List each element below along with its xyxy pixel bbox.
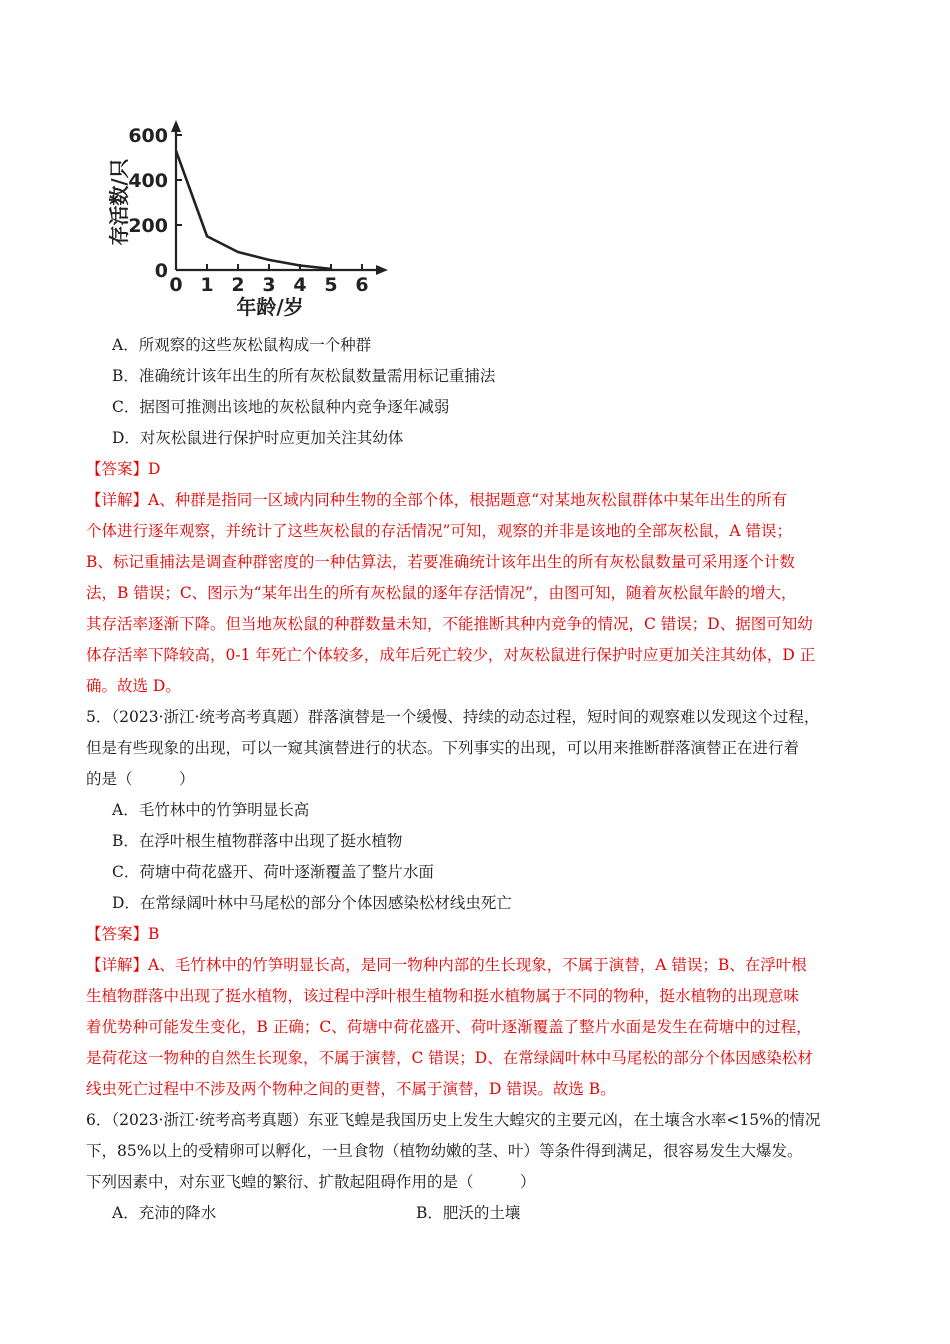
y-axis-label: 存活数/只 (107, 158, 131, 246)
q5-option-c: C．荷塘中荷花盛开、荷叶逐渐覆盖了整片水面 (112, 863, 434, 881)
q4-answer: 【答案】D (86, 460, 161, 478)
y-tick-label: 0 (154, 260, 168, 282)
q6-options-row (86, 1198, 866, 1229)
y-axis-arrow (171, 120, 181, 132)
x-tick-label: 0 (169, 274, 183, 296)
q6-option-b: B．肥沃的土壤 (416, 1204, 521, 1222)
q5-explain-line: 生植物群落中出现了挺水植物，该过程中浮叶根生植物和挺水植物属于不同的物种，挺水植物的出现意味 (86, 987, 800, 1005)
q5-option-d: D．在常绿阔叶林中马尾松的部分个体因感染松材线虫死亡 (112, 894, 512, 912)
q4-explain-line: 确。故选 D。 (86, 677, 181, 695)
data-point (237, 251, 239, 253)
x-axis-arrow (376, 265, 388, 275)
x-tick-label: 5 (324, 274, 338, 296)
q5-explain-line: 是荷花这一物种的自然生长现象，不属于演替，C 错误；D、在常绿阔叶林中马尾松的部分个体因感染松材 (86, 1049, 813, 1067)
q5-answer: 【答案】B (86, 925, 160, 943)
q4-option-c: C．据图可推测出该地的灰松鼠种内竞争逐年减弱 (112, 398, 450, 416)
y-tick-label: 600 (128, 125, 168, 147)
q6-option-a: A．充沛的降水 (112, 1204, 217, 1222)
q4-option-d: D．对灰松鼠进行保护时应更加关注其幼体 (112, 429, 404, 447)
q5-explain-line: 线虫死亡过程中不涉及两个物种之间的更替，不属于演替，D 错误。故选 B。 (86, 1080, 616, 1098)
q5-option-a: A．毛竹林中的竹笋明显长高 (112, 801, 310, 819)
x-axis-label: 年龄/岁 (236, 295, 304, 319)
question-content (86, 330, 866, 1229)
q4-explain-line: 法，B 错误；C、图示为“某年出生的所有灰松鼠的逐年存活情况”，由图可知，随着灰松鼠年龄的增大， (86, 584, 797, 602)
data-point (175, 150, 177, 152)
q5-stem-line: 5．（2023·浙江·统考高考真题）群落演替是一个缓慢、持续的动态过程，短时间的观察难以发现这个过程， (86, 708, 820, 726)
survival-chart (86, 112, 406, 322)
q6-stem-line: 下，85%以上的受精卵可以孵化，一旦食物（植物幼嫩的茎、叶）等条件得到满足，很容易发生大爆发。 (86, 1142, 803, 1160)
survival-chart-svg (86, 112, 406, 322)
q4-explain-line: 其存活率逐渐下降。但当地灰松鼠的种群数量未知，不能推断其种内竞争的情况，C 错误；D、据图可知幼 (86, 615, 813, 633)
q4-explain-line: B、标记重捕法是调查种群密度的一种估算法，若要准确统计该年出生的所有灰松鼠数量可采用逐个计数 (86, 553, 795, 571)
x-tick-label: 2 (231, 274, 245, 296)
data-point (299, 264, 301, 266)
q4-option-a: A．所观察的这些灰松鼠构成一个种群 (112, 336, 372, 354)
q5-explain-line: 【详解】A、毛竹林中的竹笋明显长高，是同一物种内部的生长现象，不属于演替，A 错误；B、在浮叶根 (86, 956, 807, 974)
q5-stem-line: 的是（ ） (86, 770, 195, 788)
x-tick-label: 4 (293, 274, 307, 296)
data-point (330, 268, 332, 270)
q4-explain-line: 【详解】A、种群是指同一区域内同种生物的全部个体，根据题意“对某地灰松鼠群体中某年出生的所有 (86, 491, 788, 509)
q5-stem-line: 但是有些现象的出现，可以一窥其演替进行的状态。下列事实的出现，可以用来推断群落演替正在进行着 (86, 739, 800, 757)
survival-line (176, 151, 331, 269)
q4-option-b: B．准确统计该年出生的所有灰松鼠数量需用标记重捕法 (112, 367, 496, 385)
x-tick-label: 3 (262, 274, 276, 296)
y-tick-label: 400 (128, 170, 168, 192)
q4-explain-line: 个体进行逐年观察，并统计了这些灰松鼠的存活情况”可知，观察的并非是该地的全部灰松鼠，A 错误； (86, 522, 793, 540)
data-point (268, 259, 270, 261)
q5-option-b: B．在浮叶根生植物群落中出现了挺水植物 (112, 832, 403, 850)
data-point (206, 235, 208, 237)
q6-stem-line: 下列因素中，对东亚飞蝗的繁衍、扩散起阻碍作用的是（ ） (86, 1173, 536, 1191)
q5-explain-line: 着优势种可能发生变化，B 正确；C、荷塘中荷花盛开、荷叶逐渐覆盖了整片水面是发生在荷塘中的过程， (86, 1018, 812, 1036)
y-tick-label: 200 (128, 215, 168, 237)
q4-explain-line: 体存活率下降较高，0-1 年死亡个体较多，成年后死亡较少，对灰松鼠进行保护时应更加关注其幼体，D 正 (86, 646, 816, 664)
x-tick-label: 6 (355, 274, 369, 296)
x-tick-label: 1 (200, 274, 214, 296)
q6-stem-line: 6．（2023·浙江·统考高考真题）东亚飞蝗是我国历史上发生大蝗灾的主要元凶，在土壤含水率<15%的情况 (86, 1111, 821, 1129)
